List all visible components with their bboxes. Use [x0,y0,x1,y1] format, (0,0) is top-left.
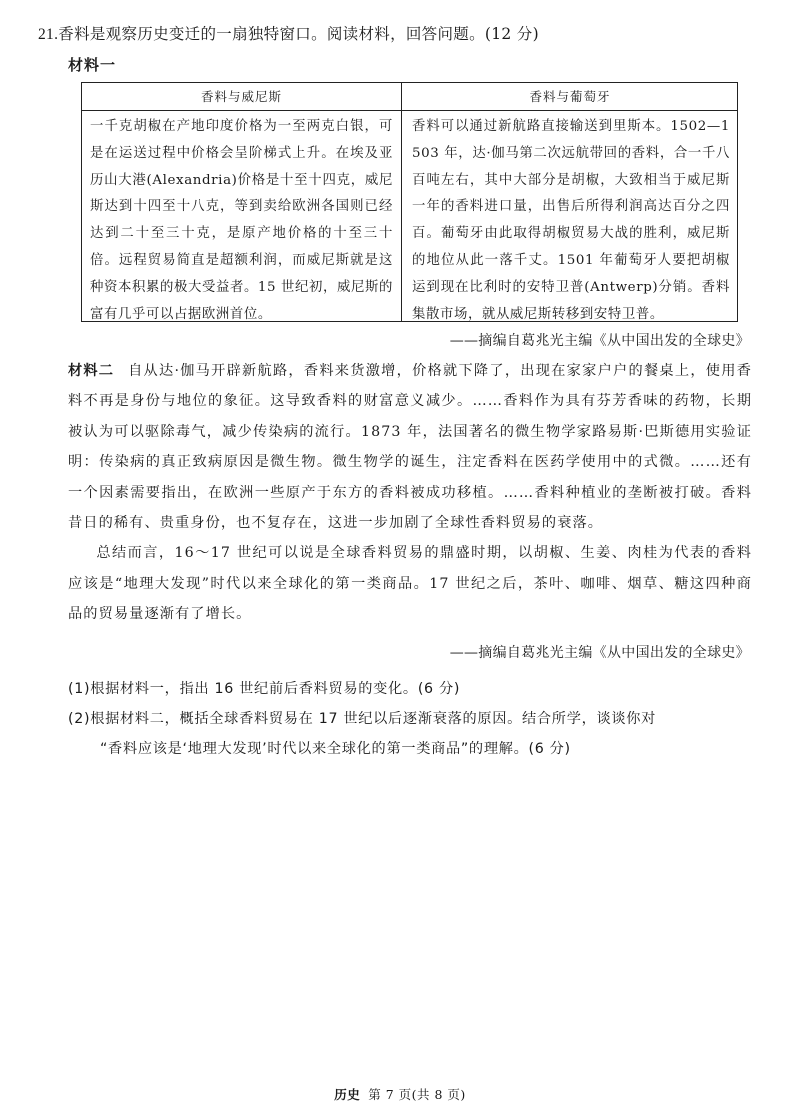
material2-para1-text: 自从达·伽马开辟新航路，香料来货激增，价格就下降了，出现在家家户户的餐桌上，使用香料不再是身份与地位的象征。这导致香料的财富意义减少。……香料作为具有芬芳香味的药物，长期被认为可以驱除毒气，减少传染病的流行。1873 年，法国著名的微生物学家路易斯·巴斯德用实验证明：传染病的真正致病原因是微生物。微生物学的诞生，注定香料在医药学使用中的式微。……还有一个因素需要指出，在欧洲一些原产于东方的香料被成功移植。……香料种植业的垄断被打破。香料昔日的稀有、贵重身份，也不复存在，这进一步加剧了全球性香料贸易的衰落。 [68,363,752,532]
table-header-row [82,83,737,111]
material2-source: ——摘编自葛兆光主编《从中国出发的全球史》 [449,645,750,661]
table-cell-portugal: 香料可以通过新航路直接输送到里斯本。1502—1503 年，达·伽马第二次远航带回的香料，合一千八百吨左右，其中大部分是胡椒，大致相当于威尼斯一年的香料进口量，出售后所得利润高达百分之四百。葡萄牙由此取得胡椒贸易大战的胜利，威尼斯的地位从此一落千丈。1501 年葡萄牙人要把胡椒运到现在比利时的安特卫普(Antwerp)分销。香料集散市场，就从威尼斯转移到安特卫普。 [412,119,730,322]
material2-paragraph-2: 总结而言，16～17 世纪可以说是全球香料贸易的鼎盛时期，以胡椒、生姜、肉桂为代表的香料应该是“地理大发现”时代以来全球化的第一类商品。17 世纪之后，茶叶、咖啡、烟草、糖这四种商品的贸易量逐渐有了增长。 [68,545,752,623]
material2-paragraph-1 [68,356,752,538]
material1-table [81,82,738,322]
sub-question-2-line-1: (2)根据材料二，概括全球香料贸易在 17 世纪以后逐渐衰落的原因。结合所学，谈谈你对 [68,711,657,727]
sub-questions [68,674,758,764]
footer-subject: 历史 [334,1087,361,1102]
question-stem-text: 香料是观察历史变迁的一扇独特窗口。阅读材料，回答问题。(12 分) [58,25,539,43]
table-header-portugal: 香料与葡萄牙 [529,89,611,104]
table-divider [401,83,402,321]
sub-question-2-line-2: “香料应该是‘地理大发现’时代以来全球化的第一类商品”的理解。(6 分) [100,741,571,757]
material1-source: ——摘编自葛兆光主编《从中国出发的全球史》 [449,333,750,349]
question-stem [38,22,758,47]
sub-question-1: (1)根据材料一，指出 16 世纪前后香料贸易的变化。(6 分) [68,681,461,697]
material2-block [68,356,752,630]
question-number: 21. [38,26,59,43]
material1-heading: 材料一 [68,56,117,74]
table-cell-venice: 一千克胡椒在产地印度价格为一至两克白银，可是在运送过程中价格会呈阶梯式上升。在埃及亚历山大港(Alexandria)价格是十至十四克，威尼斯达到十四至十八克，等到卖给欧洲各国则已经达到二十至三十克，是原产地价格的十至三十倍。远程贸易简直是超额利润，而威尼斯就是这种资本积累的极大受益者。15 世纪初，威尼斯的富有几乎可以占据欧洲首位。 [90,119,393,322]
table-header-venice: 香料与威尼斯 [200,89,282,104]
footer-page-info: 第 7 页(共 8 页) [368,1087,466,1102]
material2-heading: 材料二 [68,363,115,379]
page-footer [0,1085,800,1103]
